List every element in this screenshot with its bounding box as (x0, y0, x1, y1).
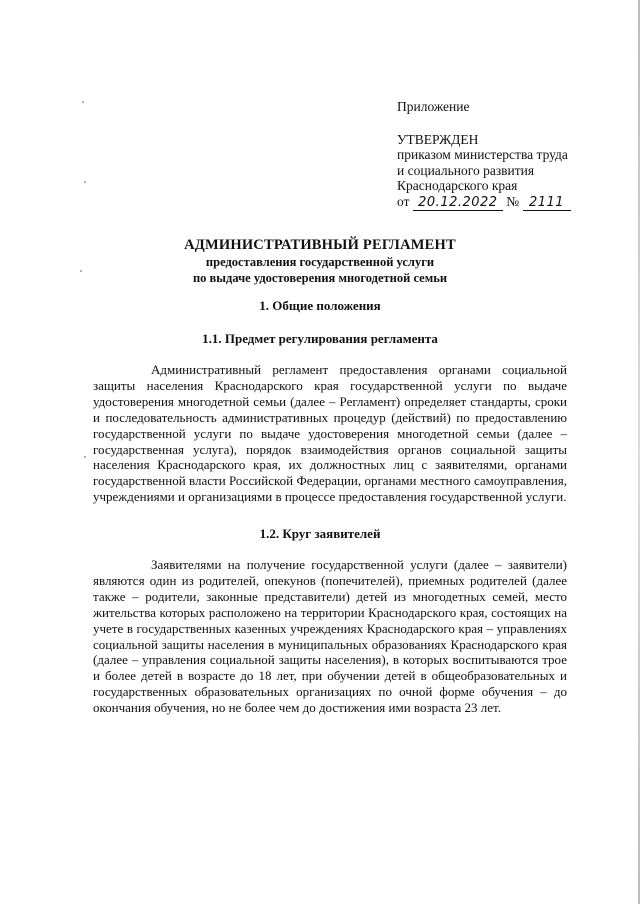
approval-stamp-block (397, 99, 617, 211)
spacer (397, 115, 617, 132)
section-1-heading: 1. Общие положения (259, 298, 381, 313)
order-number: 2111 (523, 195, 571, 212)
title-subtitle-2: по выдаче удостоверения многодетной семьи (192, 271, 448, 285)
subsection-1-2-heading: 1.2. Круг заявителей (259, 526, 381, 541)
order-date-line (397, 194, 617, 212)
scan-speck (84, 456, 86, 458)
order-line-3: Краснодарского края (397, 178, 518, 193)
order-line-2: и социального развития (397, 162, 535, 178)
subsection-1-2-text: Заявителями на получение государственной услуги (далее – заявители) являются один из родителей, опекунов (попечителей), приемных родителей (далее также – родители, законные представители) детей из многодетных семей, место жительства которых расположено на территории Краснодарского края, состоящих на учете в государственных казенных учреждениях Краснодарского края – управлениях социальной защиты населения в муниципальных образованиях Краснодарского края (далее – управления социальной защиты населения), в которых воспитываются трое и более детей в возрасте до 18 лет, при обучении детей в общеобразовательных и государственных образовательных организациях по очной форме обучения – до окончания обучения, но не более чем до достижения ими возраста 23 лет. (93, 557, 567, 716)
date-prefix: от (397, 193, 410, 209)
scan-speck (84, 181, 86, 183)
title-main: АДМИНИСТРАТИВНЫЙ РЕГЛАМЕНТ (184, 237, 456, 253)
subsection-1-1-heading: 1.1. Предмет регулирования регламента (202, 331, 438, 346)
number-prefix: № (506, 193, 520, 209)
scan-speck (80, 270, 82, 272)
order-date: 20.12.2022 (413, 195, 503, 212)
subsection-1-1-text: Административный регламент предоставления органами социальной защиты населения Краснодарского края государственной услуги по выдаче удостоверения многодетной семьи (далее – Регламент) определяет стандарты, сроки и последовательность административных процедур (действий) по предоставлению государственной услуги по выдаче удостоверения многодетной семьи (далее – государственная услуга), порядок взаимодействия органов социальной защиты населения Краснодарского края, их должностных лиц с заявителями, органами государственной власти Российской Федерации, органами местного самоуправления, учреждениями и организациями в процессе предоставления государственной услуги. (93, 362, 567, 505)
order-line-1: приказом министерства труда (397, 147, 568, 162)
scan-speck (82, 101, 84, 103)
appendix-label: Приложение (397, 99, 470, 114)
document-title (150, 236, 490, 286)
title-subtitle-1: предоставления государственной услуги (205, 255, 435, 269)
approved-label: УТВЕРЖДЕН (397, 131, 479, 147)
